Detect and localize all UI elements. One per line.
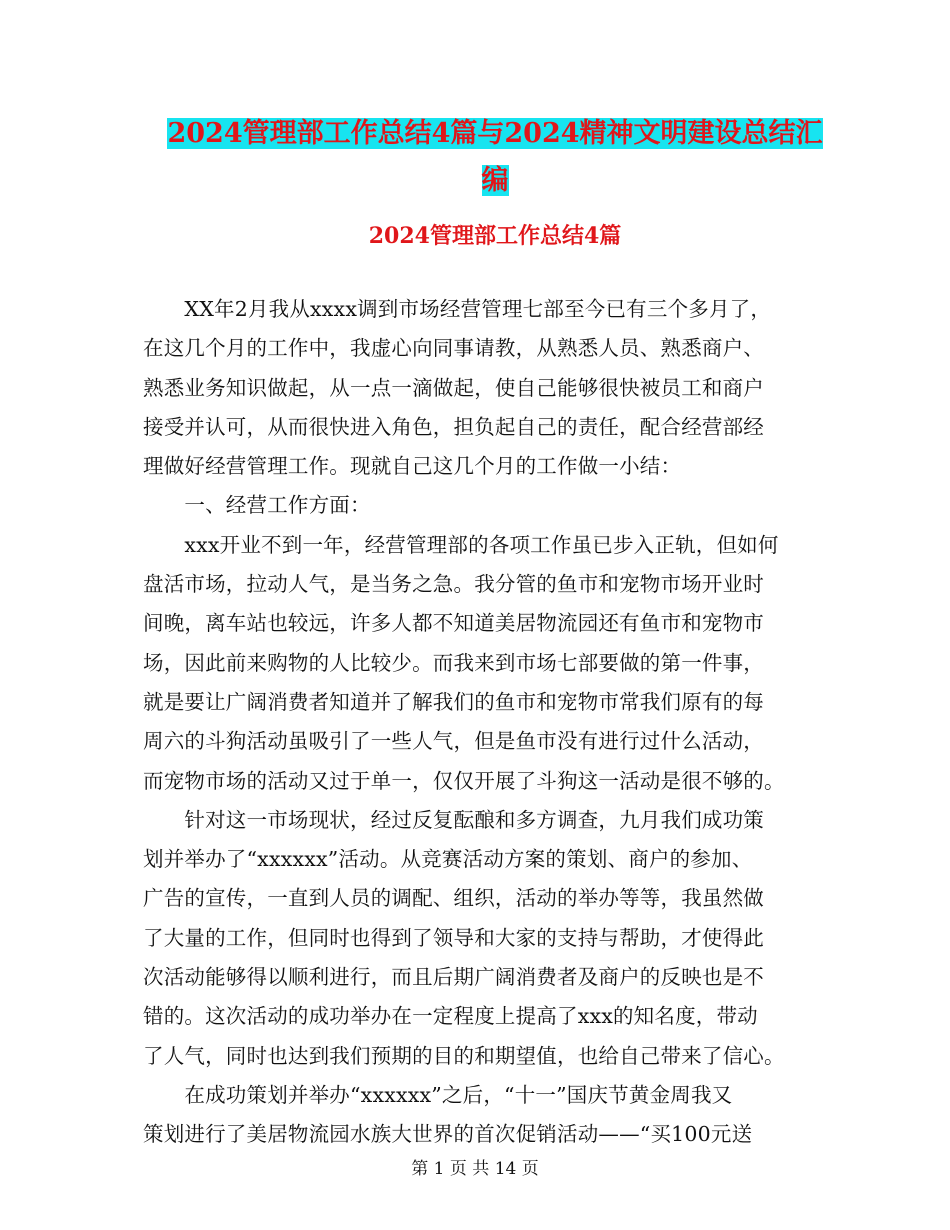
text-line: 盘活市场，拉动人气，是当务之急。我分管的鱼市和宠物市场开业时 bbox=[143, 572, 764, 597]
text-line: 一、经营工作方面： bbox=[143, 493, 371, 518]
body-text bbox=[143, 290, 813, 1155]
text-line: 在这几个月的工作中，我虚心向同事请教，从熟悉人员、熟悉商户、 bbox=[143, 336, 764, 361]
text-line: 策划进行了美居物流园水族大世界的首次促销活动——“买100元送 bbox=[143, 1122, 753, 1147]
text-line: 就是要让广阔消费者知道并了解我们的鱼市和宠物市常我们原有的每 bbox=[143, 689, 764, 714]
text-line: 广告的宣传，一直到人员的调配、组织，活动的举办等等，我虽然做 bbox=[143, 886, 764, 911]
document-title bbox=[140, 110, 850, 204]
page-number-footer: 第 1 页 共 14 页 bbox=[411, 1159, 539, 1179]
text-line: 针对这一市场现状，经过反复酝酿和多方调查，九月我们成功策 bbox=[143, 807, 764, 832]
text-line: 了人气，同时也达到我们预期的目的和期望值，也给自己带来了信心。 bbox=[143, 1043, 785, 1068]
text-line: 划并举办了“xxxxxx”活动。从竞赛活动方案的策划、商户的参加、 bbox=[143, 847, 753, 872]
text-line: xxx开业不到一年，经营管理部的各项工作虽已步入正轨，但如何 bbox=[143, 532, 779, 557]
title-line-2: 编 bbox=[481, 165, 509, 196]
text-line: 次活动能够得以顺利进行，而且后期广阔消费者及商户的反映也是不 bbox=[143, 965, 764, 990]
text-line: 接受并认可，从而很快进入角色，担负起自己的责任，配合经营部经 bbox=[143, 414, 764, 439]
text-line: 熟悉业务知识做起，从一点一滴做起，使自己能够很快被员工和商户 bbox=[143, 375, 764, 400]
text-line: 间晚，离车站也较远，许多人都不知道美居物流园还有鱼市和宠物市 bbox=[143, 611, 764, 636]
text-line: 错的。这次活动的成功举办在一定程度上提高了xxx的知名度，带动 bbox=[143, 1004, 758, 1029]
text-line: XX年2月我从xxxx调到市场经营管理七部至今已有三个多月了， bbox=[143, 297, 772, 321]
text-line: 在成功策划并举办“xxxxxx”之后，“十一”国庆节黄金周我又 bbox=[143, 1082, 733, 1107]
text-line: 而宠物市场的活动又过于单一，仅仅开展了斗狗这一活动是很不够的。 bbox=[143, 768, 785, 793]
text-line: 了大量的工作，但同时也得到了领导和大家的支持与帮助，才使得此 bbox=[143, 925, 764, 950]
text-line: 周六的斗狗活动虽吸引了一些人气，但是鱼市没有进行过什么活动， bbox=[143, 729, 764, 754]
title-line-1: 2024管理部工作总结4篇与2024精神文明建设总结汇 bbox=[167, 118, 823, 149]
text-line: 场，因此前来购物的人比较少。而我来到市场七部要做的第一件事， bbox=[143, 650, 764, 675]
text-line: 理做好经营管理工作。现就自己这几个月的工作做一小结： bbox=[143, 454, 682, 479]
section-title: 2024管理部工作总结4篇 bbox=[368, 223, 622, 249]
